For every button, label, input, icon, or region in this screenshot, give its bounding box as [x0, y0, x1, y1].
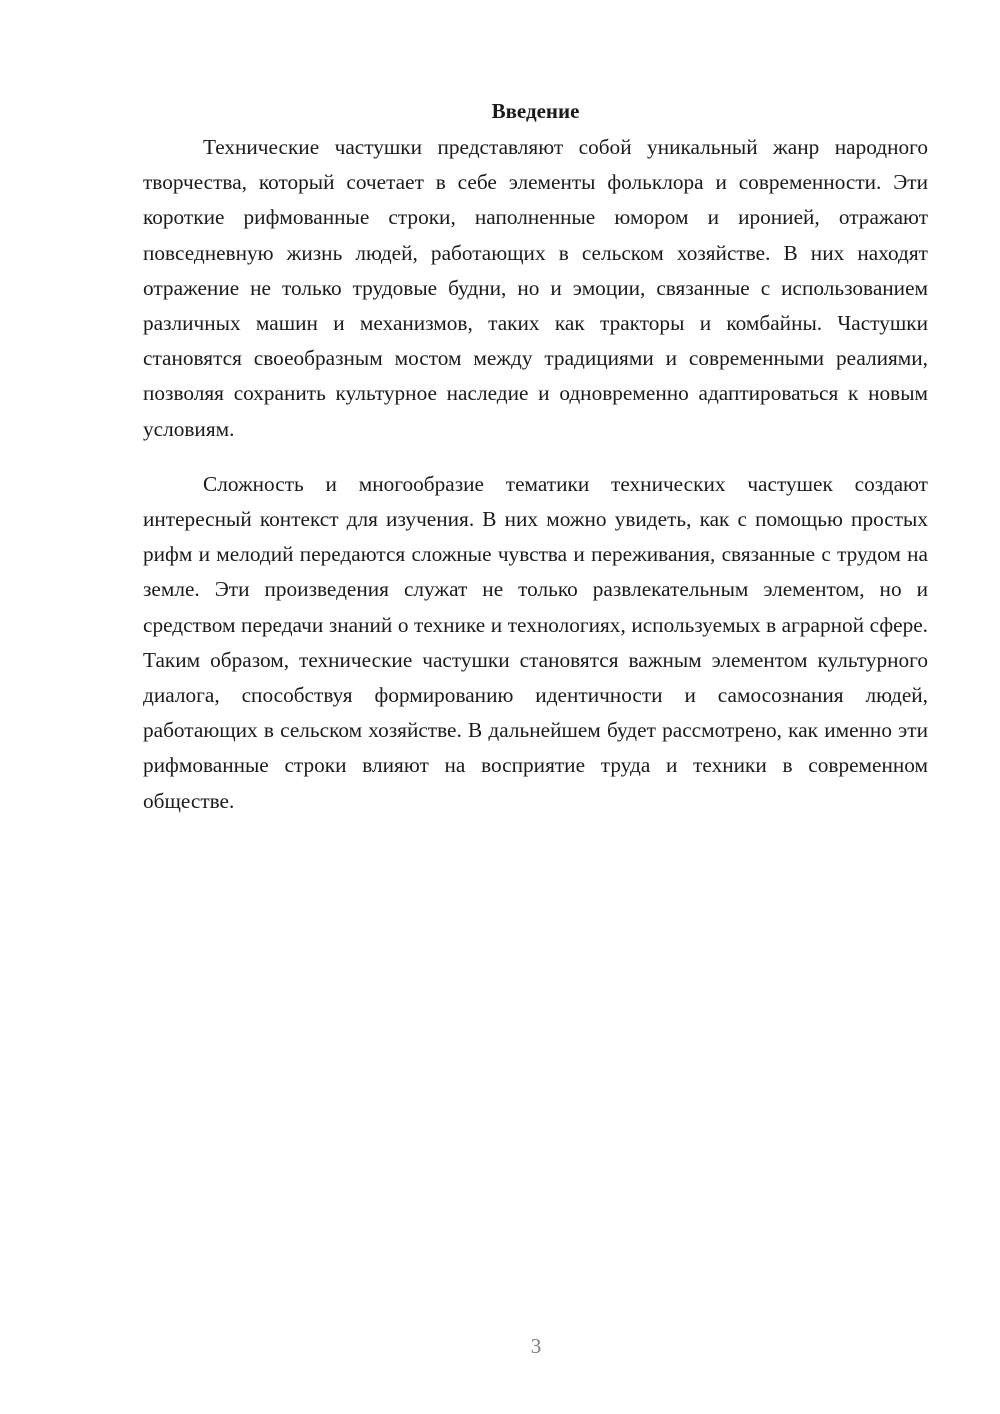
page-number: 3 [530, 1334, 542, 1358]
paragraph-1: Технические частушки представляют собой уникальный жанр народного творчества, который сочетает в себе элементы фольклора и современности. Эти короткие рифмованные строки, наполненные юмором и иронией, отражают повседневную жизнь людей, работающих в сельском хозяйстве. В них находят отражение не только трудовые будни, но и эмоции, связанные с использованием различных машин и механизмов, таких как тракторы и комбайны. Частушки становятся своеобразным мостом между традициями и современными реалиями, позволяя сохранить культурное наследие и одновременно адаптироваться к новым условиям. [143, 135, 928, 441]
paragraph-2: Сложность и многообразие тематики технических частушек создают интересный контекст для изучения. В них можно увидеть, как с помощью простых рифм и мелодий передаются сложные чувства и переживания, связанные с трудом на земле. Эти произведения служат не только развлекательным элементом, но и средством передачи знаний о технике и технологиях, используемых в аграрной сфере. Таким образом, технические частушки становятся важным элементом культурного диалога, способствуя формированию идентичности и самосознания людей, работающих в сельском хозяйстве. В дальнейшем будет рассмотрено, как именно эти рифмованные строки влияют на восприятие труда и техники в современном обществе. [143, 471, 928, 813]
section-heading: Введение [491, 99, 580, 123]
page-content [143, 96, 928, 819]
